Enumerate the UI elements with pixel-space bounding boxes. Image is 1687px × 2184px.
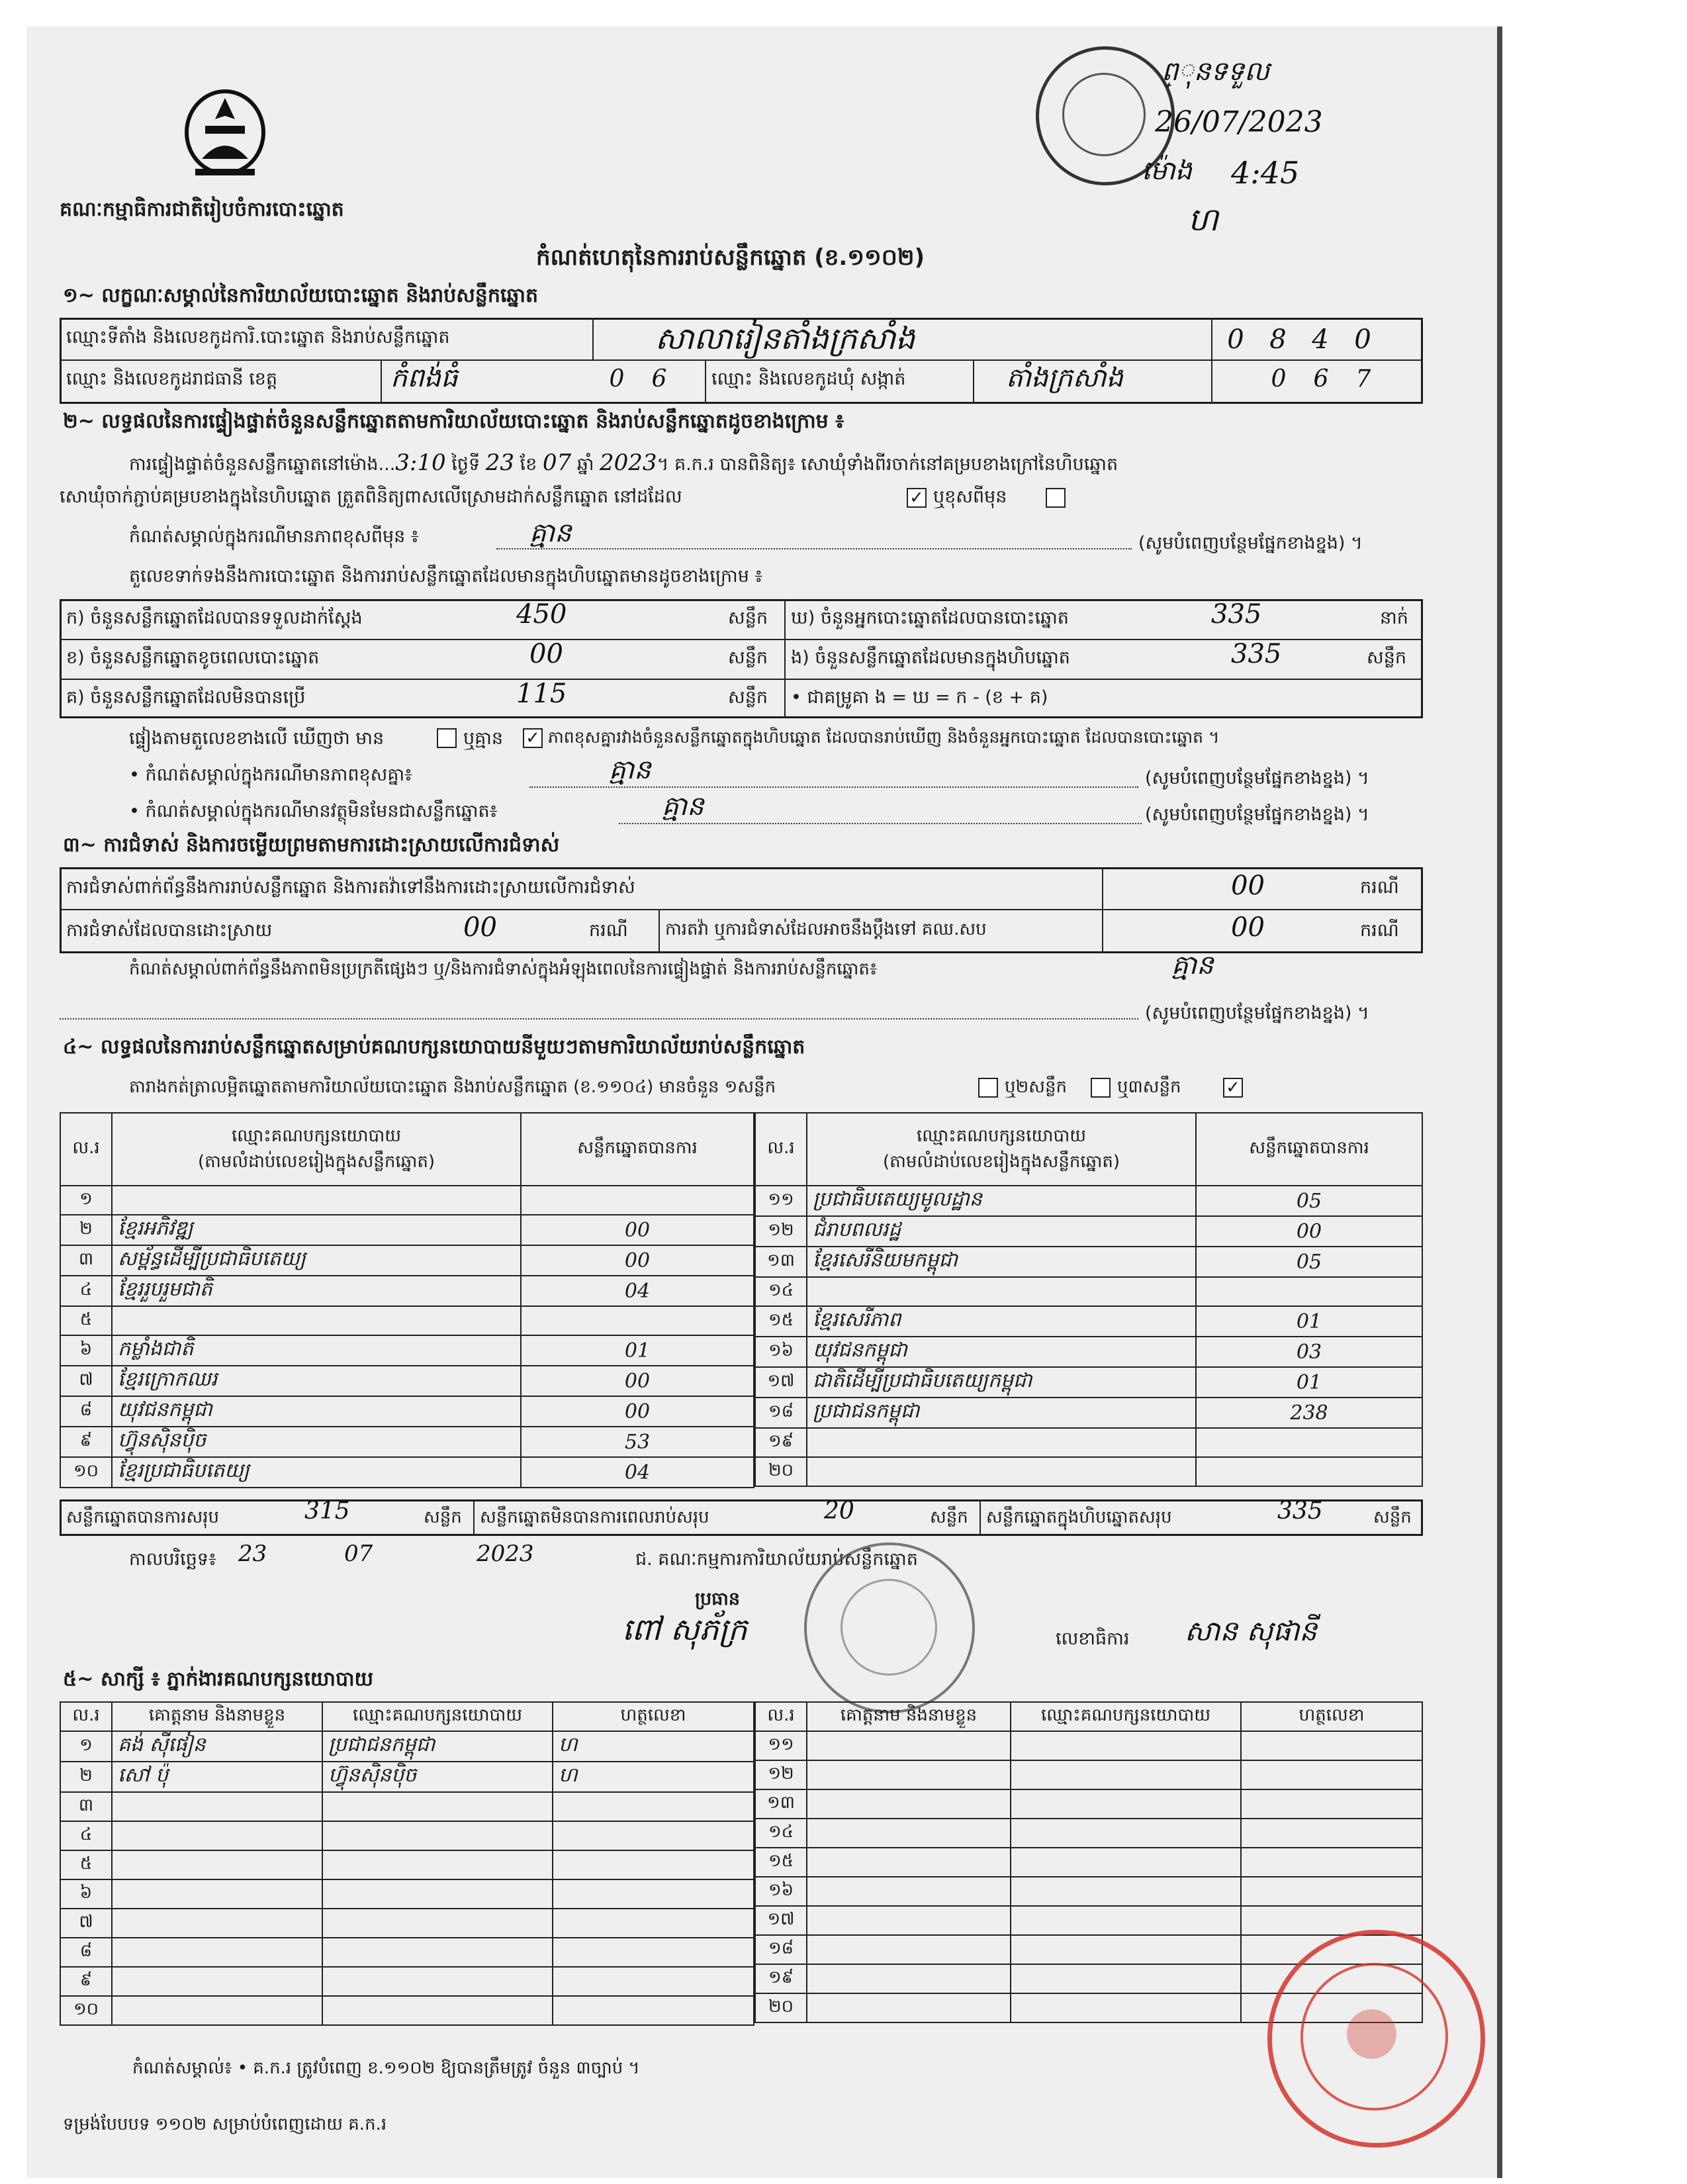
province-label: ឈ្មោះ និងលេខកូដរាជធានី ខេត្ត xyxy=(66,369,278,389)
count-x-value: 00 xyxy=(529,639,563,669)
row-no: ២ xyxy=(60,1215,112,1245)
count-k-unit: សន្លឹក xyxy=(728,608,768,628)
witness-party xyxy=(1011,1935,1241,1964)
count-k-value: 450 xyxy=(516,599,567,630)
witness-party xyxy=(322,1996,553,2025)
counts-intro: តួលេខទាក់ទងនឹងការបោះឆ្នោត និងការរាប់សន្លឹកឆ្នោតដែលមានក្នុងហិបឆ្នោតមានដូចខាងក្រោម ៖ xyxy=(129,566,763,587)
witness-signature xyxy=(553,1909,754,1938)
fill-more-1: (សូមបំពេញបន្ថែមផ្នែកខាងខ្នង) ។ xyxy=(1138,533,1363,553)
table-row xyxy=(755,1731,1422,1760)
witness-name: សៅ ប៉ុ xyxy=(112,1762,322,1792)
witness-signature xyxy=(1241,1848,1422,1877)
table-row xyxy=(60,1457,754,1488)
same-checkbox[interactable]: ✓ xyxy=(907,488,927,508)
row-no: ៥ xyxy=(60,1850,112,1879)
receipt-stamp-inner xyxy=(1062,73,1146,156)
table-row xyxy=(60,1245,754,1276)
attach-3-checkbox[interactable]: ✓ xyxy=(1223,1078,1243,1098)
appeal-value: 00 xyxy=(1231,912,1265,943)
secretary-signature: សាន សុផានី xyxy=(1185,1615,1317,1647)
row-no: ១២ xyxy=(755,1216,807,1247)
witness-party xyxy=(322,1850,553,1879)
attach-text-b: ឬ២សន្លឹក xyxy=(1005,1077,1067,1097)
witness-party xyxy=(1011,1819,1241,1848)
table-row xyxy=(60,1909,754,1938)
count-x-unit: សន្លឹក xyxy=(728,647,768,668)
nec-emblem-icon xyxy=(182,86,268,185)
vote-count: 01 xyxy=(1196,1367,1422,1398)
witness-signature xyxy=(1241,1731,1422,1760)
witness-party xyxy=(322,1909,553,1938)
witness-name xyxy=(807,1819,1011,1848)
commune-code: 0 6 7 xyxy=(1271,365,1371,393)
witness-party xyxy=(1011,1760,1241,1789)
results-table-right xyxy=(754,1112,1423,1487)
section2-heading: ២~ លទ្ធផលនៃការផ្ទៀងផ្ទាត់ចំនួនសន្លឹកឆ្នោតតាមការិយាល័យបោះឆ្នោត និងរាប់សន្លឹកឆ្នោតដូចខាងក្រោម ៖ xyxy=(63,410,844,433)
witness-name xyxy=(112,1996,322,2025)
table-row xyxy=(60,1967,754,1996)
province-value: កំពង់ធំ xyxy=(390,363,458,393)
table-row xyxy=(755,1906,1422,1935)
w-col-no: ល.រ xyxy=(60,1702,112,1731)
witness-party xyxy=(1011,1877,1241,1906)
party-name: ខ្មែររួបរួមជាតិ xyxy=(112,1276,521,1306)
vote-count xyxy=(521,1306,754,1335)
total-valid-label: សន្លឹកឆ្នោតបានការសរុប xyxy=(66,1507,220,1527)
w-col-party: ឈ្មោះគណបក្សនយោបាយ xyxy=(1011,1702,1241,1731)
row-no: ១១ xyxy=(755,1731,807,1760)
party-name: យុវជនកម្ពុជា xyxy=(112,1396,521,1427)
count-y-label: ឃ) ចំនួនអ្នកបោះឆ្នោតដែលបានបោះឆ្នោត xyxy=(791,608,1069,628)
no-diff-checkbox[interactable]: ✓ xyxy=(523,728,543,748)
table-row xyxy=(755,1760,1422,1789)
table-row xyxy=(60,1731,754,1762)
col-party: ឈ្មោះគណបក្សនយោបាយ xyxy=(232,1126,401,1146)
w-col-sign: ហត្ថលេខា xyxy=(553,1702,754,1731)
count-k-label: ក) ចំនួនសន្លឹកឆ្នោតដែលបានទទួលដាក់ស្តែង xyxy=(66,608,363,628)
witness-name xyxy=(807,1760,1011,1789)
table-row xyxy=(60,1366,754,1396)
table-row xyxy=(60,1996,754,2025)
attach-1-checkbox[interactable] xyxy=(978,1078,998,1098)
party-name: សម្ព័ន្ធដើម្បីប្រជាធិបតេយ្យ xyxy=(112,1245,521,1276)
row-no: ១៧ xyxy=(755,1367,807,1398)
row-no: ២០ xyxy=(755,1993,807,2022)
attach-text-a: តារាងកត់ត្រាលម្អិតឆ្នោតតាមការិយាល័យបោះឆ្នោត និងរាប់សន្លឹកឆ្នោត (ខ.១១០៤) មានចំនួន ១សន្លឹក xyxy=(129,1077,776,1097)
vote-count: 05 xyxy=(1196,1247,1422,1277)
count-g-unit: សន្លឹក xyxy=(728,687,768,708)
party-name: ហ៊្វុនស៊ិនប៉ិច xyxy=(112,1427,521,1457)
witness-name xyxy=(807,1906,1011,1935)
commune-label: ឈ្មោះ និងលេខកូដឃុំ សង្កាត់ xyxy=(711,369,906,389)
vote-count: 00 xyxy=(521,1396,754,1427)
vote-count: 04 xyxy=(521,1276,754,1306)
col-party-sub: (តាមលំដាប់លេខរៀងក្នុងសន្លឹកឆ្នោត) xyxy=(882,1152,1120,1172)
witness-party xyxy=(322,1821,553,1850)
row-no: ៦ xyxy=(60,1335,112,1366)
witness-name xyxy=(807,1731,1011,1760)
party-name: ខ្មែរសេរីភាព xyxy=(807,1306,1196,1337)
table-row xyxy=(60,1335,754,1366)
row-no: ១៨ xyxy=(755,1935,807,1964)
row-no: ១៧ xyxy=(755,1906,807,1935)
total-box-value: 335 xyxy=(1277,1497,1323,1525)
total-invalid-label: សន្លឹកឆ្នោតមិនបានការពេលរាប់សរុប xyxy=(480,1507,709,1527)
party-name xyxy=(807,1428,1196,1457)
witness-name xyxy=(807,1993,1011,2022)
witness-signature xyxy=(553,1850,754,1879)
odd-note-label: • កំណត់សម្គាល់ក្នុងករណីមានវត្ថុមិនមែនជាសន្លឹកឆ្នោត៖ xyxy=(129,801,498,822)
receipt-signature: ហ xyxy=(1188,201,1218,238)
w-col-sign: ហត្ថលេខា xyxy=(1241,1702,1422,1731)
witness-signature xyxy=(553,1967,754,1996)
count-ng-unit: សន្លឹក xyxy=(1367,647,1406,668)
witness-signature xyxy=(1241,1906,1422,1935)
row-no: ១៣ xyxy=(755,1789,807,1819)
section5-heading: ៥~ សាក្សី ៖ ភ្នាក់ងារគណបក្សនយោបាយ xyxy=(63,1668,374,1691)
row-no: ៤ xyxy=(60,1276,112,1306)
party-name: ខ្មែរអភិវឌ្ឍ xyxy=(112,1215,521,1245)
witness-name xyxy=(112,1967,322,1996)
row-no: ២ xyxy=(60,1762,112,1792)
col-party-sub: (តាមលំដាប់លេខរៀងក្នុងសន្លឹកឆ្នោត) xyxy=(197,1152,435,1172)
col-votes: សន្លឹកឆ្នោតបានការ xyxy=(521,1113,754,1186)
row-no: ១០ xyxy=(60,1457,112,1488)
party-name xyxy=(112,1186,521,1215)
vote-count: 00 xyxy=(1196,1216,1422,1247)
vote-count xyxy=(521,1186,754,1215)
vote-count: 05 xyxy=(1196,1186,1422,1216)
witness-signature xyxy=(553,1879,754,1909)
footer-form: ទម្រង់បែបបទ ១១០២ សម្រាប់បំពេញដោយ គ.ក.រ xyxy=(63,2114,387,2134)
note-value: គ្មាន xyxy=(529,518,572,548)
row-no: ៩ xyxy=(60,1967,112,1996)
totals-box xyxy=(60,1499,1423,1536)
date-label: កាលបរិច្ឆេទ៖ xyxy=(129,1549,216,1570)
witness-name: គង់ ស៊ីផៀន xyxy=(112,1731,322,1762)
row-no: ១៣ xyxy=(755,1247,807,1277)
row-no: ១០ xyxy=(60,1996,112,2025)
row-no: ៧ xyxy=(60,1366,112,1396)
witness-name xyxy=(112,1850,322,1879)
results-table-left xyxy=(60,1112,754,1488)
table-row xyxy=(60,1306,754,1335)
table-row xyxy=(755,1247,1422,1277)
vote-count: 01 xyxy=(521,1335,754,1366)
count-formula: • ជាគម្រូគា ង = ឃ = ក - (ខ + គ) xyxy=(791,687,1048,708)
w-col-name: គោត្តនាម និងនាមខ្លួន xyxy=(112,1702,322,1731)
vote-count: 04 xyxy=(521,1457,754,1488)
col-votes: សន្លឹកឆ្នោតបានការ xyxy=(1196,1113,1422,1186)
witness-signature xyxy=(1241,1877,1422,1906)
vote-count xyxy=(1196,1457,1422,1486)
appeal-unit: ករណី xyxy=(1360,920,1399,941)
table-row xyxy=(755,1877,1422,1906)
irregular-note-value: គ្មាន xyxy=(1171,950,1214,980)
vote-count: 238 xyxy=(1196,1398,1422,1428)
party-name: កម្លាំងជាតិ xyxy=(112,1335,521,1366)
different-checkbox[interactable] xyxy=(1046,488,1066,508)
row-no: ៣ xyxy=(60,1245,112,1276)
row-no: ៤ xyxy=(60,1821,112,1850)
vote-count: 53 xyxy=(521,1427,754,1457)
table-row xyxy=(755,1367,1422,1398)
date-day: 23 xyxy=(238,1541,267,1567)
table-row xyxy=(60,1186,754,1215)
row-no: ១៨ xyxy=(755,1398,807,1428)
row-no: ១៩ xyxy=(755,1428,807,1457)
chair-signature: ពៅ សុភ័ក្រ xyxy=(622,1611,747,1647)
total-valid-value: 315 xyxy=(304,1497,350,1525)
count-x-label: ខ) ចំនួនសន្លឹកឆ្នោតខូចពេលបោះឆ្នោត xyxy=(66,647,320,668)
commune-value: តាំងក្រសាំង xyxy=(1006,363,1123,393)
date-month: 07 xyxy=(344,1541,373,1567)
table-row xyxy=(60,1215,754,1245)
footer-note: កំណត់សម្គាល់៖ • គ.ក.រ ត្រូវបំពេញ ខ.១១០២ ឱ្យបានត្រឹមត្រូវ ចំនួន ៣ច្បាប់ ។ xyxy=(132,2058,640,2078)
witness-signature xyxy=(553,1996,754,2025)
w-col-no: ល.រ xyxy=(755,1702,807,1731)
count-ng-value: 335 xyxy=(1231,639,1282,669)
table-row xyxy=(755,1337,1422,1367)
witness-signature xyxy=(1241,1789,1422,1819)
table-row xyxy=(755,1848,1422,1877)
witness-party: ប្រជាជនកម្ពុជា xyxy=(322,1731,553,1762)
odd-note-value: គ្មាន xyxy=(662,791,704,822)
fill-more-2: (សូមបំពេញបន្ថែមផ្នែកខាងខ្នង) ។ xyxy=(1145,768,1369,788)
compare-text-c: ភាពខុសគ្នារវាងចំនួនសន្លឹកឆ្នោតក្នុងហិបឆ្នោត ដែលបានរាប់ឃើញ និងចំនួនអ្នកបោះឆ្នោត ដែលបានបោះឆ្នោត ។ xyxy=(548,728,1220,747)
note-label: កំណត់សម្គាល់ក្នុងករណីមានភាពខុសពីមុន ៖ xyxy=(129,526,419,547)
row-no: ៦ xyxy=(60,1879,112,1909)
witness-name xyxy=(807,1877,1011,1906)
witness-party xyxy=(322,1938,553,1967)
compare-text-b: ឬគ្មាន xyxy=(463,728,503,749)
row-no: ១៥ xyxy=(755,1848,807,1877)
total-box-label: សន្លឹកឆ្នោតក្នុងហិបឆ្នោតសរុប xyxy=(986,1507,1172,1527)
party-name: ប្រជាធិបតេយ្យមូលដ្ឋាន xyxy=(807,1186,1196,1216)
witness-party xyxy=(1011,1906,1241,1935)
row-no: ១៥ xyxy=(755,1306,807,1337)
row-no: ៣ xyxy=(60,1792,112,1821)
row-no: ១ xyxy=(60,1731,112,1762)
vote-count: 01 xyxy=(1196,1306,1422,1337)
section3-heading: ៣~ ការជំទាស់ និងការចម្លើយព្រមតាមការដោះស្រាយលើការជំទាស់ xyxy=(63,833,560,857)
witness-table-left xyxy=(60,1701,754,2026)
total-box-unit: សន្លឹក xyxy=(1373,1507,1412,1527)
witness-name xyxy=(807,1935,1011,1964)
witness-party xyxy=(1011,1789,1241,1819)
w-col-party: ឈ្មោះគណបក្សនយោបាយ xyxy=(322,1702,553,1731)
table-row xyxy=(755,1398,1422,1428)
table-row xyxy=(755,1277,1422,1306)
vote-count: 00 xyxy=(521,1245,754,1276)
objection-value: 00 xyxy=(1231,871,1265,901)
col-no: ល.រ xyxy=(755,1113,807,1186)
party-name: ជំរាបពលរដ្ឋ xyxy=(807,1216,1196,1247)
table-row xyxy=(755,1457,1422,1486)
witness-party xyxy=(1011,1993,1241,2022)
table-row xyxy=(755,1819,1422,1848)
w-col-name: គោត្តនាម និងនាមខ្លួន xyxy=(807,1702,1011,1731)
objection-unit: ករណី xyxy=(1360,877,1399,898)
witness-name xyxy=(112,1909,322,1938)
receipt-time-label: ម៉ោង xyxy=(1142,156,1193,186)
table-row xyxy=(60,1792,754,1821)
attach-2-checkbox[interactable] xyxy=(1091,1078,1111,1098)
witness-name xyxy=(112,1938,322,1967)
date-year: 2023 xyxy=(477,1541,534,1567)
col-no: ល.រ xyxy=(60,1113,112,1186)
table-row xyxy=(60,1396,754,1427)
total-invalid-unit: សន្លឹក xyxy=(930,1507,968,1527)
party-name: យុវជនកម្ពុជា xyxy=(807,1337,1196,1367)
row-no: ៨ xyxy=(60,1938,112,1967)
row-no: ៨ xyxy=(60,1396,112,1427)
resolved-value: 00 xyxy=(463,912,497,943)
row-no: ៧ xyxy=(60,1909,112,1938)
witness-name xyxy=(807,1789,1011,1819)
party-name: ខ្មែរប្រជាធិបតេយ្យ xyxy=(112,1457,521,1488)
objection-label: ការជំទាស់ពាក់ព័ន្ធនឹងការរាប់សន្លឹកឆ្នោត និងការតវ៉ាទៅនឹងការដោះស្រាយលើការជំទាស់ xyxy=(66,877,635,898)
table-row xyxy=(60,1427,754,1457)
witness-name xyxy=(807,1964,1011,1993)
table-row xyxy=(60,1879,754,1909)
party-name xyxy=(807,1457,1196,1486)
witness-party xyxy=(1011,1731,1241,1760)
col-party: ឈ្មោះគណបក្សនយោបាយ xyxy=(917,1126,1086,1146)
table-row xyxy=(755,1216,1422,1247)
table-row xyxy=(755,1306,1422,1337)
count-y-unit: នាក់ xyxy=(1380,608,1408,628)
table-row xyxy=(755,1186,1422,1216)
province-code: 0 6 xyxy=(609,365,667,393)
has-diff-checkbox[interactable] xyxy=(437,728,457,748)
row-no: ១១ xyxy=(755,1186,807,1216)
committee-label: ជ. គណៈកម្មការការិយាល័យរាប់សន្លឹកឆ្នោត xyxy=(635,1549,918,1570)
vote-count xyxy=(1196,1428,1422,1457)
chair-label: ប្រធាន xyxy=(695,1589,741,1609)
row-no: ១ xyxy=(60,1186,112,1215)
count-y-value: 335 xyxy=(1211,599,1262,630)
location-label: ឈ្មោះទីតាំង និងលេខកូដការិ.បោះឆ្នោត និងរាប់សន្លឹកឆ្នោត xyxy=(66,327,450,348)
row-no: ១៤ xyxy=(755,1819,807,1848)
count-g-value: 115 xyxy=(516,679,567,709)
witness-signature xyxy=(553,1938,754,1967)
party-name xyxy=(112,1306,521,1335)
location-value: សាលារៀនតាំងក្រសាំង xyxy=(655,320,915,356)
resolved-unit: ករណី xyxy=(589,920,628,941)
witness-party xyxy=(322,1792,553,1821)
witness-name xyxy=(112,1821,322,1850)
committee-seal-inner xyxy=(841,1579,937,1676)
fill-more-4: (សូមបំពេញបន្ថែមផ្នែកខាងខ្នង) ។ xyxy=(1145,1003,1369,1023)
party-name: ខ្មែរក្រោកឈរ xyxy=(112,1366,521,1396)
org-name: គណៈកម្មាធិការជាតិរៀបចំការបោះឆ្នោត xyxy=(60,198,344,221)
compare-text-a: ផ្ទៀងតាមតួលេខខាងលើ ឃើញថា មាន xyxy=(129,728,385,749)
witness-name xyxy=(112,1879,322,1909)
appeal-label: ការតវ៉ា ឬការជំទាស់ដែលអាចនឹងប្តឹងទៅ គឈ.សប xyxy=(665,920,987,939)
vote-count: 03 xyxy=(1196,1337,1422,1367)
location-code: 0 8 4 0 xyxy=(1227,324,1371,355)
party-name: ប្រជាជនកម្ពុជា xyxy=(807,1398,1196,1428)
irregular-note-label: កំណត់សម្គាល់ពាក់ព័ន្ធនឹងភាពមិនប្រក្រតីផ្សេងៗ ឬ/និងការជំទាស់ក្នុងអំឡុងពេលនៃការផ្ទៀងផ្ទាត់ និងការរាប់សន្លឹកឆ្នោត៖ xyxy=(129,959,878,979)
table-row xyxy=(60,1938,754,1967)
receipt-date: 26/07/2023 xyxy=(1155,105,1323,139)
table-row xyxy=(60,1276,754,1306)
section1-heading: ១~ លក្ខណៈសម្គាល់នៃការិយាល័យបោះឆ្នោត និងរាប់សន្លឹកឆ្នោត xyxy=(63,284,539,307)
receipt-note: ព្ុនទទួល xyxy=(1162,56,1270,87)
witness-party: ហ៊្វុនស៊ិនប៉ិច xyxy=(322,1762,553,1792)
vote-count xyxy=(1196,1277,1422,1306)
row-no: ១៦ xyxy=(755,1877,807,1906)
row-no: ១៦ xyxy=(755,1337,807,1367)
diff-note-value: គ្មាន xyxy=(609,755,651,785)
row-no: ១២ xyxy=(755,1760,807,1789)
witness-party xyxy=(1011,1964,1241,1993)
witness-signature xyxy=(553,1821,754,1850)
vote-count: 00 xyxy=(521,1366,754,1396)
witness-name xyxy=(112,1792,322,1821)
witness-signature xyxy=(1241,1760,1422,1789)
seal-text: សោឃុំចាក់ភ្ជាប់គម្របខាងក្នុងនៃហិបឆ្នោត ត្រួតពិនិត្យពាសលើស្រោមដាក់សន្លឹកឆ្នោត នៅដដែល xyxy=(60,487,682,507)
table-row xyxy=(755,1428,1422,1457)
count-ng-label: ង) ចំនួនសន្លឹកឆ្នោតដែលមានក្នុងហិបឆ្នោត xyxy=(791,647,1070,668)
row-no: ៩ xyxy=(60,1427,112,1457)
total-invalid-value: 20 xyxy=(824,1497,854,1525)
witness-signature: ហ xyxy=(553,1731,754,1762)
attach-text-c: ឬ៣សន្លឹក xyxy=(1117,1077,1181,1097)
row-no: ១៤ xyxy=(755,1277,807,1306)
verify-text: ការផ្ទៀងផ្ទាត់ចំនួនសន្លឹកឆ្នោតនៅម៉ោង...3:10 ថ្ងៃទី 23 ខែ 07 ឆ្នាំ 2023។ គ.ក.រ បានពិនិត្យ៖ សោឃុំទាំងពីរចាក់នៅគម្របខាងក្រៅនៃហិបឆ្នោត xyxy=(129,450,1118,476)
resolved-label: ការជំទាស់ដែលបានដោះស្រាយ xyxy=(66,920,273,941)
party-name: ខ្មែរសេរីនិយមកម្ពុជា xyxy=(807,1247,1196,1277)
fill-more-3: (សូមបំពេញបន្ថែមផ្នែកខាងខ្នង) ។ xyxy=(1145,804,1369,825)
witness-signature xyxy=(1241,1819,1422,1848)
witness-party xyxy=(1011,1848,1241,1877)
vote-count: 00 xyxy=(521,1215,754,1245)
count-g-label: គ) ចំនួនសន្លឹកឆ្នោតដែលមិនបានប្រើ xyxy=(66,687,306,708)
row-no: ២០ xyxy=(755,1457,807,1486)
party-name xyxy=(807,1277,1196,1306)
row-no: ១៩ xyxy=(755,1964,807,1993)
table-row xyxy=(60,1762,754,1792)
different-label: ឬខុសពីមុន xyxy=(933,487,1007,507)
witness-party xyxy=(322,1879,553,1909)
secretary-label: លេខាធិការ xyxy=(1056,1629,1130,1649)
witness-party xyxy=(322,1967,553,1996)
witness-name xyxy=(807,1848,1011,1877)
total-valid-unit: សន្លឹក xyxy=(424,1507,462,1527)
table-row xyxy=(755,1789,1422,1819)
section4-heading: ៤~ លទ្ធផលនៃការរាប់សន្លឹកឆ្នោតសម្រាប់គណបក្សនយោបាយនីមួយៗតាមការិយាល័យរាប់សន្លឹកឆ្នោត xyxy=(63,1035,805,1059)
witness-signature: ហ xyxy=(553,1762,754,1792)
diff-note-label: • កំណត់សម្គាល់ក្នុងករណីមានភាពខុសគ្នា៖ xyxy=(129,765,412,785)
red-seal-center xyxy=(1347,2009,1396,2059)
page-title: កំណត់ហេតុនៃការរាប់សន្លឹកឆ្នោត (ខ.១១០២) xyxy=(536,244,925,271)
table-row xyxy=(60,1850,754,1879)
scan-edge xyxy=(1497,26,1502,2178)
row-no: ៥ xyxy=(60,1306,112,1335)
witness-signature xyxy=(553,1792,754,1821)
party-name: ជាតិដើម្បីប្រជាធិបតេយ្យកម្ពុជា xyxy=(807,1367,1196,1398)
receipt-time: 4:45 xyxy=(1231,155,1300,191)
table-row xyxy=(60,1821,754,1850)
